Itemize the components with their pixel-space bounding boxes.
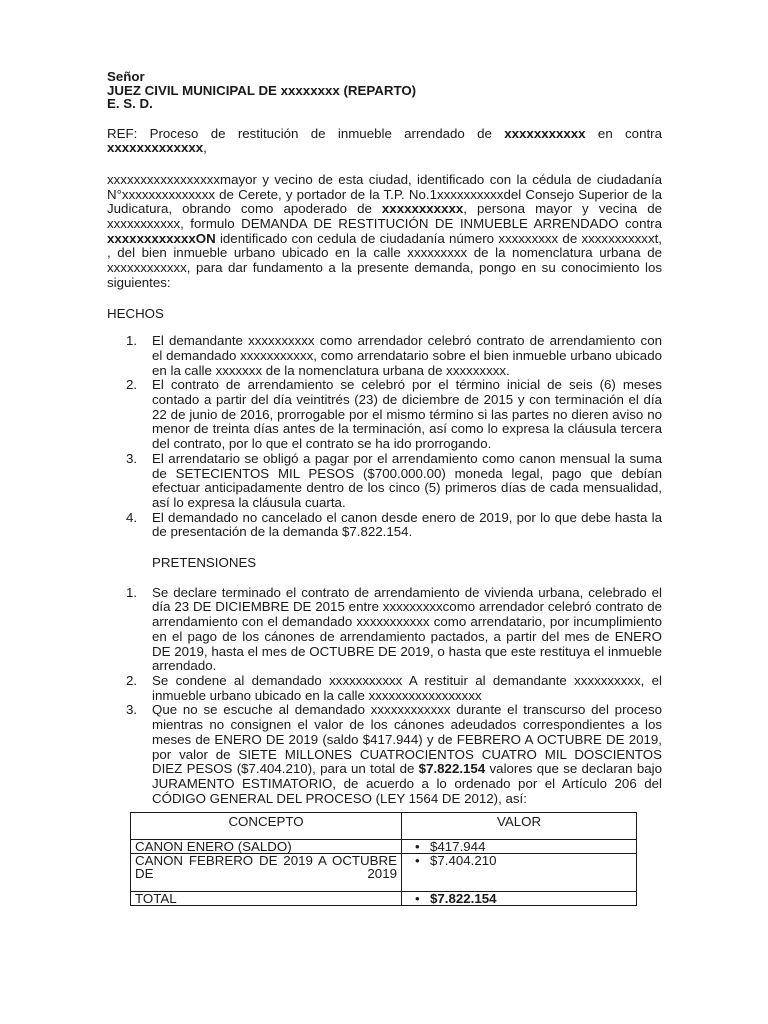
list-item — [107, 452, 662, 511]
valor-text: $7.404.210 — [430, 853, 497, 869]
bullet-icon: • — [415, 839, 420, 855]
column-header-valor: VALOR — [402, 813, 637, 840]
concepto-cell: CANON ENERO (SALDO) — [131, 840, 402, 854]
court-line: JUEZ CIVIL MUNICIPAL DE xxxxxxxx (REPARTO) — [107, 82, 417, 98]
ref-defendant: xxxxxxxxxxxxx — [107, 140, 204, 156]
ref-mid: en contra — [585, 125, 662, 141]
valor-cell — [402, 892, 637, 906]
letter-header — [107, 70, 662, 111]
item-text-a: Que no se escuche al demandado xxxxxxxxxxxx durante el transcurso del proceso mientras no consignen el valor de los cánones adeudados correspondientes a los meses de ENERO DE 2019 (saldo $417.944) y de FEBRERO A OCTUBRE DE 2019, por valor de SIETE MILLONES CUATROCIENTOS CUATRO MIL DOSCIENTOS DIEZ PESOS ($7.404.210), para un total de — [152, 702, 662, 777]
intro-paragraph — [107, 173, 662, 291]
table-row — [131, 840, 637, 854]
concepto-cell: TOTAL — [131, 892, 402, 906]
table-row — [131, 854, 637, 892]
item-text: Se declare terminado el contrato de arrendamiento de vivienda urbana, celebrado el día 23 DE DICIEMBRE DE 2015 entre xxxxxxxxxcomo arrendador celebró contrato de arrendamiento con el demandado xxxxxxxxxxx como arrendatario, por incumplimiento en el pago de los cánones de arrendamiento pactados, a partir del mes de ENERO DE 2019, hasta el mes de OCTUBRE DE 2019, o hasta que este restituya el inmueble arrendado. — [152, 584, 662, 674]
item-text: El demandante xxxxxxxxxx como arrendador celebró contrato de arrendamiento con el demandado xxxxxxxxxxx, como arrendatario sobre el bien inmueble urbano ubicado en la calle xxxxxxx de la nomenclatura urbana de xxxxxxxxx. — [152, 333, 662, 378]
item-number: 1. — [126, 333, 138, 349]
item-text-b: valores que se declaran bajo JURAMENTO ESTIMATORIO, de acuerdo a lo ordenado por el Artículo 206 del CÓDIGO GENERAL DEL PROCESO (LEY 1564 DE 2012), así: — [152, 761, 662, 806]
salutation: Señor — [107, 69, 145, 84]
bullet-icon: • — [415, 891, 420, 907]
intro-text-3: identificado con cedula de ciudadanía número xxxxxxxxx de xxxxxxxxxxxt, , del bien inmueble urbano ubicado en la calle xxxxxxxxx de la nomenclatura urbana de xxxxxxxxxxxx, para dar fundamento a la presente demanda, pongo en su conocimiento los siguientes: — [107, 230, 662, 290]
bullet-icon: • — [415, 853, 420, 869]
pretensiones-list — [107, 586, 662, 807]
total-amount: $7.822.154 — [418, 761, 486, 777]
list-item — [107, 511, 662, 540]
intro-text-2: , persona mayor y vecina de xxxxxxxxxxx, formulo DEMANDA DE RESTITUCIÓN DE INMUEBLE ARRENDADO contra — [107, 201, 662, 232]
list-item — [107, 586, 662, 674]
pretensiones-heading: PRETENSIONES — [152, 555, 257, 571]
item-number: 2. — [126, 673, 138, 688]
document-body — [107, 70, 662, 906]
item-text: El arrendatario se obligó a pagar por el arrendamiento como canon mensual la suma de SETECIENTOS MIL PESOS ($700.000.00) moneda legal, pago que debían efectuar anticipadamente dentro de los cinco (5) primeros días de cada mensualidad, así lo expresa la cláusula cuarta. — [152, 450, 662, 510]
valor-cell — [402, 854, 637, 892]
table-row — [131, 892, 637, 906]
table-header-row — [131, 813, 637, 840]
valor-cell — [402, 840, 637, 854]
column-header-concepto: CONCEPTO — [131, 813, 402, 840]
ref-party: xxxxxxxxxxx — [504, 125, 586, 141]
item-text: El contrato de arrendamiento se celebró por el término inicial de seis (6) meses contado a partir del día veintitrés (23) de diciembre de 2015 y con terminación el día 22 de junio de 2016, prorrogable por el mismo término si las partes no dieren aviso no menor de treinta días antes de la terminación, así como lo expresa la cláusula tercera del contrato, por lo que el contrato se ha ido prorrogando. — [152, 377, 662, 452]
esd-line: E. S. D. — [107, 96, 153, 111]
valores-table — [130, 812, 637, 906]
intro-apoderado: xxxxxxxxxxx — [381, 201, 464, 217]
hechos-list — [107, 334, 662, 540]
list-item — [107, 334, 662, 378]
item-number: 1. — [126, 584, 138, 600]
list-item — [107, 674, 662, 703]
concepto-cell — [131, 854, 402, 892]
item-number: 4. — [126, 509, 138, 525]
item-text: Se condene al demandado xxxxxxxxxxx A restituir al demandante xxxxxxxxxx, el inmueble urbano ubicado en la calle xxxxxxxxxxxxxxxxx — [152, 673, 662, 703]
hechos-heading: HECHOS — [107, 305, 164, 321]
ref-suffix: , — [203, 140, 207, 156]
item-number: 3. — [126, 450, 138, 466]
concepto-text: CANON FEBRERO DE 2019 A OCTUBRE DE 2019 — [135, 853, 397, 882]
list-item — [107, 703, 662, 806]
valor-text-total: $7.822.154 — [430, 891, 497, 907]
ref-paragraph — [107, 127, 662, 156]
intro-contra: xxxxxxxxxxxxON — [107, 230, 216, 246]
item-number: 3. — [126, 702, 138, 718]
list-item — [107, 378, 662, 452]
item-text: El demandado no cancelado el canon desde enero de 2019, por lo que debe hasta la de presentación de la demanda $7.822.154. — [152, 509, 662, 540]
item-number: 2. — [126, 377, 138, 393]
ref-prefix: REF: Proceso de restitución de inmueble arrendado de — [107, 125, 505, 141]
intro-text-1: xxxxxxxxxxxxxxxxxmayor y vecino de esta ciudad, identificado con la cédula de ciudadanía N°xxxxxxxxxxxxxx de Cerete, y portador de la T.P. No.1xxxxxxxxxxdel Consejo Superior de la Judicatura, obrando como apoderado de — [107, 171, 662, 217]
valor-text: $417.944 — [430, 839, 486, 855]
